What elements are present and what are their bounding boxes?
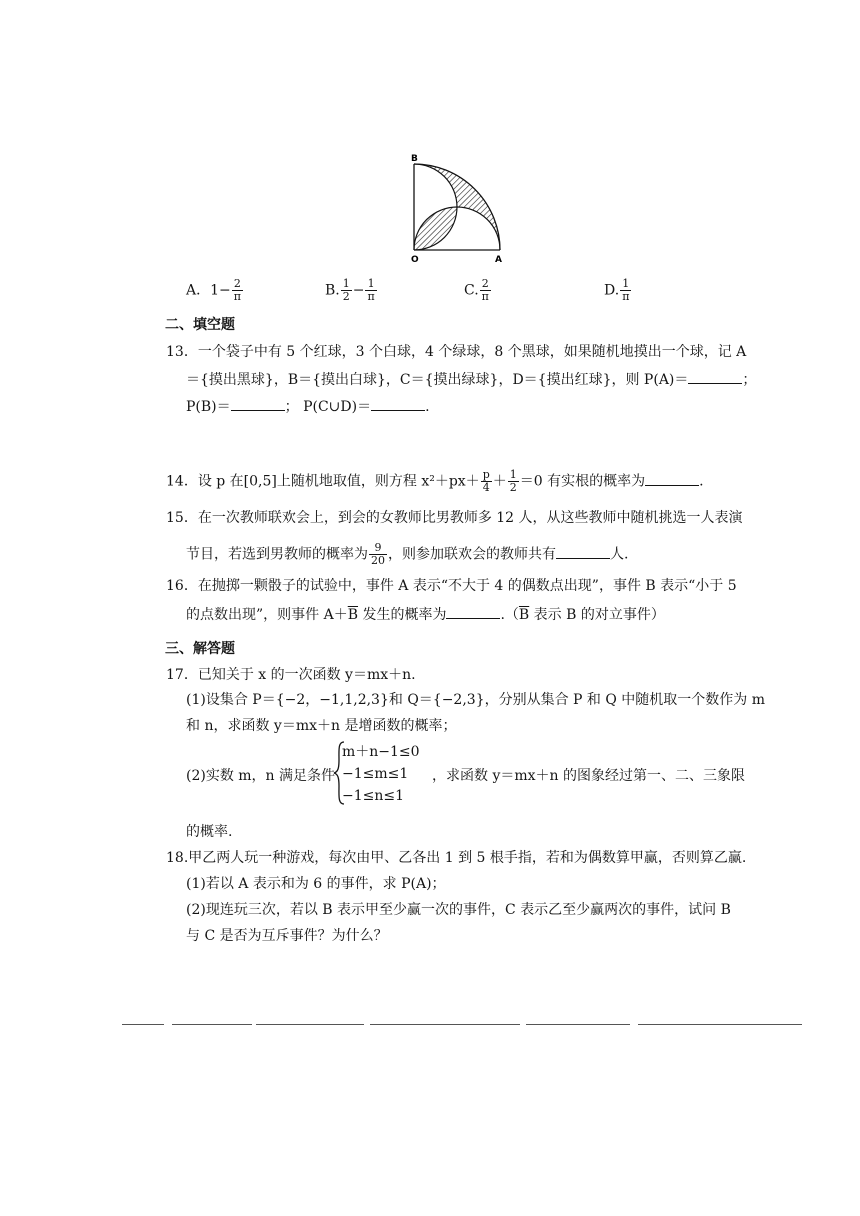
label-o: O	[411, 255, 419, 264]
q14-blank[interactable]	[645, 471, 699, 486]
q16-blank[interactable]	[446, 604, 500, 619]
q15-line2: 节目，若选到男教师的概率为 $\frac{9}{20}$ ，则参加联欢会的教师共有 人.	[186, 541, 629, 567]
footer-rule-2	[172, 1024, 252, 1025]
q18-p1: (1)若以 A 表示和为 6 的事件，求 P(A)；	[186, 876, 446, 892]
q17-p2-suffix: ，求函数 y＝mx＋n 的图象经过第一、二、三象限	[432, 768, 745, 784]
footer-rule-1	[122, 1024, 164, 1025]
q16-line1: 16．在抛掷一颗骰子的试验中，事件 A 表示“不大于 4 的偶数点出现”，事件 B 表示“小于 5	[166, 578, 737, 594]
section-answer-title: 三、解答题	[165, 641, 235, 657]
q17-p1-line1: (1)设集合 P＝{−2，−1,1,2,3}和 Q＝{−2,3}，分别从集合 P 和 Q 中随机取一个数作为 m	[186, 692, 766, 708]
q17-cond3: −1≤n≤1	[342, 788, 405, 804]
option-b: B. $\frac{1}{2}$ − $\frac{1}{\pi}$	[325, 277, 375, 303]
option-c: C. $\frac{2}{\pi}$	[464, 277, 489, 303]
q18-line1: 18.甲乙两人玩一种游戏，每次由甲、乙各出 1 到 5 根手指，若和为偶数算甲赢，否则算乙赢.	[166, 850, 747, 866]
q13-blank-pcd[interactable]	[371, 396, 425, 411]
q15-blank[interactable]	[556, 544, 610, 559]
footer-rule-3	[256, 1024, 364, 1025]
q17-p1-line2: 和 n，求函数 y＝mx＋n 是增函数的概率；	[186, 718, 457, 734]
footer-rule-4	[370, 1024, 520, 1025]
footer-rule-5	[526, 1024, 630, 1025]
label-b: B	[411, 154, 418, 164]
q17-cond1: m＋n−1≤0	[342, 744, 420, 760]
q18-p2-line2: 与 C 是否为互斥事件？为什么？	[186, 928, 388, 944]
option-a: A．1− $\frac{2}{\pi}$	[186, 277, 241, 303]
q15-line1: 15．在一次教师联欢会上，到会的女教师比男教师多 12 人，从这些教师中随机挑选一人表演	[166, 510, 743, 526]
q13-blank-pb[interactable]	[231, 396, 285, 411]
shaded-region-lower	[414, 207, 457, 250]
q17-intro: 17．已知关于 x 的一次函数 y＝mx＋n.	[166, 667, 416, 683]
q14-line: 14．设 p 在[0,5]上随机地取值，则方程 x²＋px＋ $\frac{p}{4}$ ＋ $\frac{1}{2}$ ＝0 有实根的概率为 .	[166, 468, 704, 494]
q17-cond2: −1≤m≤1	[342, 766, 409, 782]
label-a: A	[495, 255, 502, 264]
q13-line1: 13．一个袋子中有 5 个红球，3 个白球，4 个绿球，8 个黑球，如果随机地摸出一个球，记 A	[166, 344, 747, 360]
q13-line3: P(B)＝ ； P(C∪D)＝ .	[186, 396, 430, 417]
q18-p2-line1: (2)现连玩三次，若以 B 表示甲至少赢一次的事件，C 表示乙至少赢两次的事件，试问 B	[186, 902, 731, 918]
option-d: D. $\frac{1}{\pi}$	[604, 277, 630, 303]
q13-line2: ＝{摸出黑球}，B＝{摸出白球}，C＝{摸出绿球}，D＝{摸出红球}，则 P(A)＝ ；	[186, 369, 756, 390]
footer-rule-6	[638, 1024, 802, 1025]
q13-blank-pa[interactable]	[688, 369, 742, 384]
q17-p2-prefix: (2)实数 m，n 满足条件	[186, 768, 336, 784]
q16-line2: 的点数出现”，则事件 $A+\overline{B}$ 发生的概率为 $.(\overline{B}$ 表示 B 的对立事件）	[186, 604, 665, 625]
geometry-figure	[400, 152, 510, 264]
q17-p2-line2: 的概率.	[186, 824, 233, 840]
section-fill-in-title: 二、填空题	[165, 317, 235, 333]
